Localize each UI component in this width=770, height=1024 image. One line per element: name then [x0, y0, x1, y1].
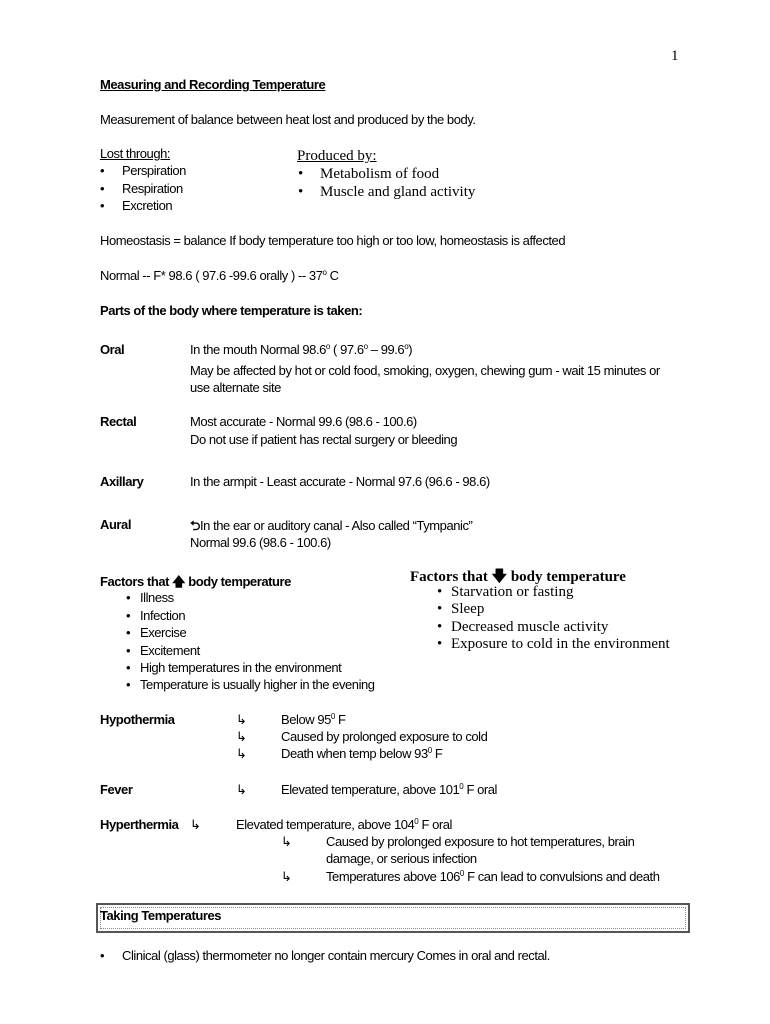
hypothermia-item-2: Caused by prolonged exposure to cold	[281, 729, 488, 744]
list-item: • Perspiration	[122, 163, 186, 178]
fever-item-1: Elevated temperature, above $101^0$ F oral	[281, 782, 497, 797]
hook-arrow-icon: ↳	[236, 746, 247, 761]
site-label-axillary: Axillary	[100, 474, 144, 489]
produced-heading: Produced by:	[297, 148, 377, 164]
site-label-aural: Aural	[100, 517, 131, 532]
site-label-rectal: Rectal	[100, 414, 137, 429]
list-item: • Decreased muscle activity	[451, 619, 608, 636]
list-item: • Respiration	[122, 181, 183, 196]
rectal-normal: Most accurate - Normal 99.6 (98.6 - 100.6)	[190, 414, 417, 429]
hyperthermia-item-3: Temperatures above $106^0$ F can lead to convulsions and death	[326, 869, 660, 884]
hook-arrow-icon: ↳	[236, 782, 247, 797]
rectal-note: Do not use if patient has rectal surgery or bleeding	[190, 432, 458, 447]
list-item: • Infection	[140, 608, 185, 623]
hook-arrow-icon: ↳	[281, 834, 292, 849]
list-item: • Temperature is usually higher in the evening	[140, 677, 375, 692]
page-title: Measuring and Recording Temperature	[100, 77, 326, 92]
list-item: • High temperatures in the environment	[140, 660, 341, 675]
list-item: • Illness	[140, 590, 174, 605]
site-label-oral: Oral	[100, 342, 125, 357]
factors-up-heading: Factors that 🡅 body temperature	[100, 574, 291, 589]
hyperthermia-label: Hyperthermia	[100, 817, 179, 832]
list-item: • Clinical (glass) thermometer no longer contain mercury Comes in oral and rectal.	[122, 948, 550, 963]
curved-arrow-icon: ⮌	[190, 518, 200, 533]
hook-arrow-icon: ↳	[236, 729, 247, 744]
list-item: • Exercise	[140, 625, 186, 640]
list-item: • Muscle and gland activity	[320, 184, 475, 201]
oral-normal: In the mouth Normal 98.6$^o$ ( 97.6$^o$ – 99.6$^o$)	[190, 342, 413, 357]
normal-text: Normal -- F* 98.6 ( 97.6 -99.6 orally ) -- 37$^o$ C	[100, 268, 339, 283]
factors-down-heading: Factors that 🡇 body temperature	[410, 569, 626, 585]
list-item: • Excretion	[122, 198, 172, 213]
list-item: • Sleep	[451, 601, 484, 618]
list-item: • Metabolism of food	[320, 166, 439, 183]
parts-heading: Parts of the body where temperature is taken:	[100, 303, 363, 318]
homeostasis-text: Homeostasis = balance If body temperature too high or too low, homeostasis is affected	[100, 233, 566, 248]
axillary-normal: In the armpit - Least accurate - Normal 97.6 (96.6 - 98.6)	[190, 474, 490, 489]
hook-arrow-icon: ↳	[281, 869, 292, 884]
hypothermia-label: Hypothermia	[100, 712, 175, 727]
fever-label: Fever	[100, 782, 133, 797]
aural-text: ⮌In the ear or auditory canal - Also called “Tympanic”	[190, 518, 473, 533]
list-item: • Starvation or fasting	[451, 584, 573, 601]
lost-heading: Lost through:	[100, 146, 171, 161]
hook-arrow-icon: ↳	[190, 817, 201, 832]
hyperthermia-item-2b: damage, or serious infection	[326, 851, 477, 866]
taking-heading: Taking Temperatures	[100, 908, 222, 923]
oral-note: May be affected by hot or cold food, smoking, oxygen, chewing gum - wait 15 minutes or	[190, 363, 660, 378]
hypothermia-item-1: Below $95^0$ F	[281, 712, 346, 727]
hyperthermia-item-1: Elevated temperature, above $104^0$ F oral	[236, 817, 452, 832]
hypothermia-item-3: Death when temp below $93^0$ F	[281, 746, 443, 761]
intro-text: Measurement of balance between heat lost and produced by the body.	[100, 112, 476, 127]
list-item: • Excitement	[140, 643, 200, 658]
hook-arrow-icon: ↳	[236, 712, 247, 727]
oral-note-2: use alternate site	[190, 380, 281, 395]
arrow-down-icon: 🡇	[491, 569, 508, 585]
aural-normal: Normal 99.6 (98.6 - 100.6)	[190, 535, 331, 550]
list-item: • Exposure to cold in the environment	[451, 636, 670, 653]
hyperthermia-item-2: Caused by prolonged exposure to hot temperatures, brain	[326, 834, 635, 849]
arrow-up-icon: 🡅	[172, 574, 186, 589]
page-number: 1	[671, 48, 679, 64]
